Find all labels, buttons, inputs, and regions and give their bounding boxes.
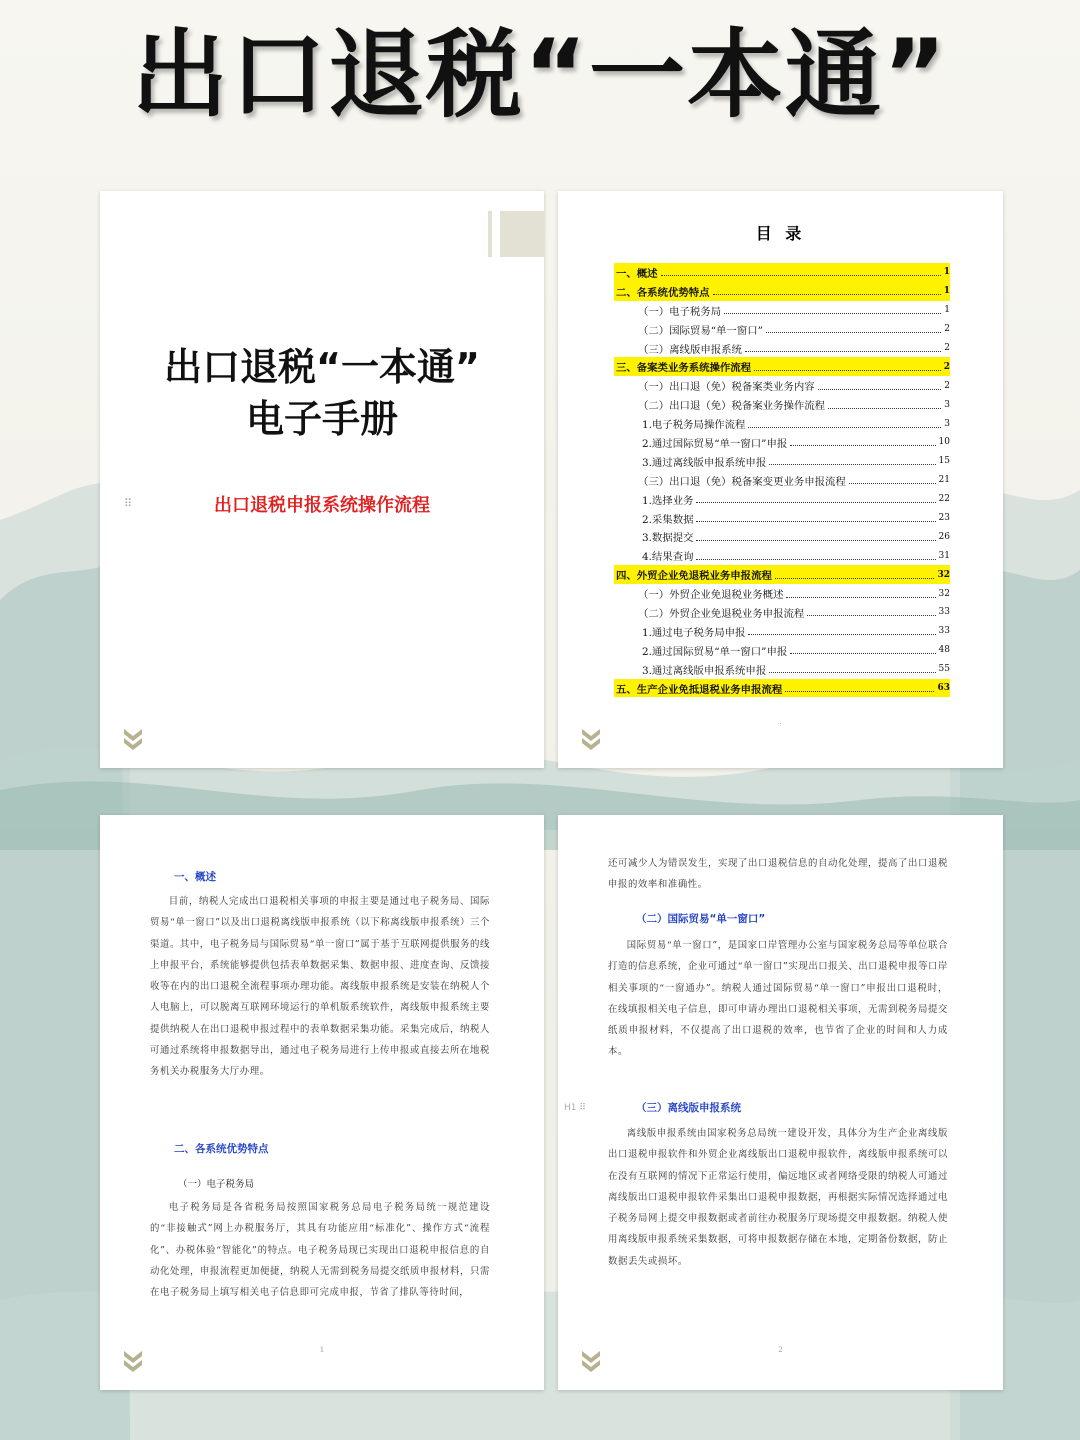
toc-entry[interactable]	[614, 414, 950, 433]
toc-entry[interactable]	[614, 471, 950, 490]
toc-leader-dots	[766, 332, 941, 333]
toc-entry-page: 1	[943, 267, 950, 278]
toc-entry-label: 1.选择业务	[642, 494, 694, 507]
subsection-heading: （一）电子税务局	[178, 1179, 255, 1190]
cover-page	[100, 191, 544, 768]
chevron-down-icon	[580, 726, 602, 754]
toc-entry[interactable]	[614, 339, 950, 358]
toc-entry-label: （二）国际贸易“单一窗口”	[638, 324, 763, 337]
toc-entry[interactable]	[614, 301, 950, 320]
toc-entry-page: 1	[944, 305, 950, 316]
toc-entry[interactable]	[614, 622, 950, 641]
page-number: 1	[319, 1346, 325, 1354]
content-page-1	[100, 815, 544, 1390]
chevron-down-icon	[122, 726, 144, 754]
toc-entry-page: 26	[938, 531, 950, 542]
toc-leader-dots	[769, 464, 935, 465]
cover-subtitle: 出口退税申报系统操作流程	[214, 495, 430, 516]
toc-entry-label: （三）出口退（免）税备案变更业务申报流程	[638, 475, 846, 488]
toc-entry-page: 2	[944, 343, 950, 353]
toc-leader-dots	[696, 540, 935, 541]
toc-leader-dots	[713, 294, 941, 295]
toc-entry-page: 21	[938, 475, 950, 486]
toc-entry[interactable]	[614, 263, 950, 282]
toc-leader-dots	[790, 445, 935, 446]
toc-entry-label: （一）电子税务局	[638, 305, 722, 318]
toc-entry[interactable]	[614, 527, 950, 546]
cover-tab-decoration	[488, 211, 492, 257]
toc-leader-dots	[745, 351, 941, 352]
toc-entry-label: 二、各系统优势特点	[616, 286, 710, 299]
toc-entry-label: 2.通过国际贸易“单一窗口”申报	[642, 437, 788, 450]
toc-leader-dots	[786, 597, 935, 598]
toc-entry[interactable]	[614, 490, 950, 509]
toc-entry-label: 1.通过电子税务局申报	[642, 626, 746, 639]
section-heading: （二）国际贸易“单一窗口”	[636, 913, 766, 925]
section-heading: （三）离线版申报系统	[636, 1102, 741, 1114]
toc-entry-label: 2.通过国际贸易“单一窗口”申报	[642, 645, 788, 658]
toc-entry[interactable]	[614, 641, 950, 660]
toc-list	[614, 263, 950, 697]
toc-leader-dots	[724, 313, 941, 314]
toc-leader-dots	[769, 672, 935, 673]
toc-leader-dots	[785, 691, 934, 692]
cover-title	[100, 341, 544, 445]
toc-entry[interactable]	[614, 433, 950, 452]
toc-entry[interactable]	[614, 376, 950, 395]
toc-entry-page: 3	[944, 418, 950, 429]
toc-title: 目 录	[755, 224, 806, 243]
toc-page	[558, 191, 1003, 768]
toc-entry[interactable]	[614, 679, 950, 698]
paragraph: 电子税务局是各省税务局按照国家税务总局电子税务局统一规范建设的“非接触式”网上办税服务厅，其具有功能应用“标准化”、操作方式“流程化”、办税体验“智能化”的特点。电子税务局现已实现出口退税申报信息的自动化处理，申报流程更加便捷，纳税人无需到税务局提交纸质申报材料，只需在电子税务局上填写相关电子信息即可完成申报，节省了排队等待时间，	[150, 1202, 490, 1299]
toc-entry[interactable]	[614, 320, 950, 339]
toc-entry-page: 55	[938, 664, 950, 675]
chevron-down-icon	[580, 1348, 602, 1376]
toc-entry-page: 15	[938, 456, 950, 467]
paragraph: 目前，纳税人完成出口退税相关事项的申报主要是通过电子税务局、国际贸易“单一窗口”以及出口退税离线版申报系统（以下称离线版申报系统）三个渠道。其中，电子税务局与国际贸易“单一窗口”属于基于互联网提供服务的线上申报平台，系统能够提供包括表单数据采集、数据申报、进度查询、反馈接收等在内的出口退税全流程事项办理功能。离线版申报系统是安装在纳税人个人电脑上，可以脱离互联网环境运行的单机版系统软件，离线版申报系统主要提供纳税人在出口退税申报过程中的表单数据采集功能。采集完成后，纳税人可通过系统将申报数据导出，通过电子税务局进行上传申报或直接去所在地税务机关办税服务大厅办理。	[150, 896, 490, 1078]
toc-entry[interactable]	[614, 660, 950, 679]
toc-entry-label: （二）出口退（免）税备案业务操作流程	[638, 400, 826, 413]
toc-entry-page: 1	[943, 286, 950, 297]
toc-entry[interactable]	[614, 452, 950, 471]
toc-entry-page: 2	[944, 380, 950, 391]
toc-entry-label: 3.通过离线版申报系统申报	[642, 456, 767, 469]
toc-entry-label: 五、生产企业免抵退税业务申报流程	[616, 683, 783, 696]
toc-entry-page: 22	[938, 494, 950, 505]
toc-entry[interactable]	[614, 546, 950, 565]
toc-entry-page: 31	[938, 550, 950, 561]
toc-entry[interactable]	[614, 603, 950, 622]
toc-entry-label: 四、外贸企业免退税业务申报流程	[616, 570, 772, 583]
toc-leader-dots	[696, 559, 935, 560]
toc-entry-label: 一、概述	[616, 267, 658, 280]
heading-margin-marker[interactable]: H1 ⠿	[564, 1103, 586, 1113]
toc-entry-page: 32	[937, 569, 950, 580]
toc-leader-dots	[790, 653, 935, 654]
toc-leader-dots	[754, 370, 941, 371]
chevron-down-icon	[122, 1348, 144, 1376]
page-number: ·	[779, 720, 782, 728]
toc-entry[interactable]	[614, 509, 950, 528]
paragraph: 还可减少人为错误发生，实现了出口退税信息的自动化处理，提高了出口退税申报的效率和准确性。	[608, 858, 948, 891]
toc-entry-page: 32	[938, 588, 950, 599]
toc-entry-page: 3	[944, 399, 950, 410]
toc-entry-label: 3.数据提交	[642, 532, 694, 545]
toc-entry[interactable]	[614, 282, 950, 301]
toc-entry-label: 2.采集数据	[642, 513, 694, 526]
headline: 出口退税“一本通”	[131, 19, 949, 131]
toc-entry-label: （一）出口退（免）税备案类业务内容	[638, 381, 815, 394]
toc-entry[interactable]	[614, 565, 950, 584]
toc-leader-dots	[807, 615, 935, 616]
cover-tab-decoration	[500, 211, 544, 257]
toc-entry[interactable]	[614, 395, 950, 414]
toc-leader-dots	[748, 634, 935, 635]
section-heading: 二、各系统优势特点	[174, 1143, 269, 1155]
drag-handle-icon[interactable]: ⠿	[124, 497, 133, 510]
toc-entry[interactable]	[614, 584, 950, 603]
cover-title-line1: 出口退税“一本通”	[164, 345, 480, 389]
toc-entry-label: （三）离线版申报系统	[638, 343, 742, 356]
toc-leader-dots	[696, 521, 935, 522]
toc-leader-dots	[748, 427, 941, 428]
content-page-2	[558, 815, 1003, 1390]
cover-title-line2: 电子手册	[245, 397, 398, 441]
toc-leader-dots	[849, 483, 936, 484]
section-heading: 一、概述	[174, 871, 216, 883]
toc-entry-label: 4.结果查询	[642, 551, 694, 564]
toc-entry-page: 10	[938, 437, 950, 448]
toc-leader-dots	[775, 578, 935, 579]
toc-entry-page: 23	[938, 513, 950, 524]
toc-leader-dots	[818, 389, 942, 390]
toc-entry-page: 2	[944, 324, 950, 335]
toc-leader-dots	[661, 275, 941, 276]
toc-entry-label: 1.电子税务局操作流程	[642, 419, 746, 432]
paragraph: 国际贸易“单一窗口”，是国家口岸管理办公室与国家税务总局等单位联合打造的信息系统，企业可通过“单一窗口”实现出口报关、出口退税申报等口岸相关事项的“一窗通办”。纳税人通过国际贸易“单一窗口”申报出口退税时，在线填报相关电子信息，即可申请办理出口退税相关事项，无需到税务局提交纸质申报材料，不仅提高了出口退税的效率，也节省了企业的时间和人力成本。	[608, 940, 948, 1058]
toc-entry[interactable]	[614, 357, 950, 376]
toc-entry-label: （二）外贸企业免退税业务申报流程	[638, 607, 805, 620]
toc-entry-page: 33	[938, 626, 950, 637]
toc-leader-dots	[696, 502, 935, 503]
toc-entry-page: 63	[937, 683, 950, 694]
page-number: 2	[778, 1346, 783, 1354]
toc-entry-label: 3.通过离线版申报系统申报	[642, 664, 767, 677]
toc-entry-page: 48	[938, 645, 950, 656]
heading-level-label: H1	[564, 1103, 577, 1113]
toc-entry-page: 2	[943, 361, 950, 372]
toc-entry-page: 33	[938, 607, 950, 618]
toc-entry-label: （一）外贸企业免退税业务概述	[638, 589, 784, 602]
toc-leader-dots	[828, 408, 941, 409]
paragraph: 离线版申报系统由国家税务总局统一建设开发，具体分为生产企业离线版出口退税申报软件和外贸企业离线版出口退税申报软件，离线版申报系统可以在没有互联网的情况下正常运行使用，偏远地区或者网络受限的纳税人可通过离线版出口退税申报软件采集出口退税申报数据，再根据实际情况选择通过电子税务局网上提交申报数据或者前往办税服务厅现场提交申报数据。纳税人使用离线版申报系统采集数据，可将申报数据存储在本地，定期备份数据，防止数据丢失或损坏。	[608, 1128, 948, 1267]
toc-entry-label: 三、备案类业务系统操作流程	[616, 362, 752, 375]
